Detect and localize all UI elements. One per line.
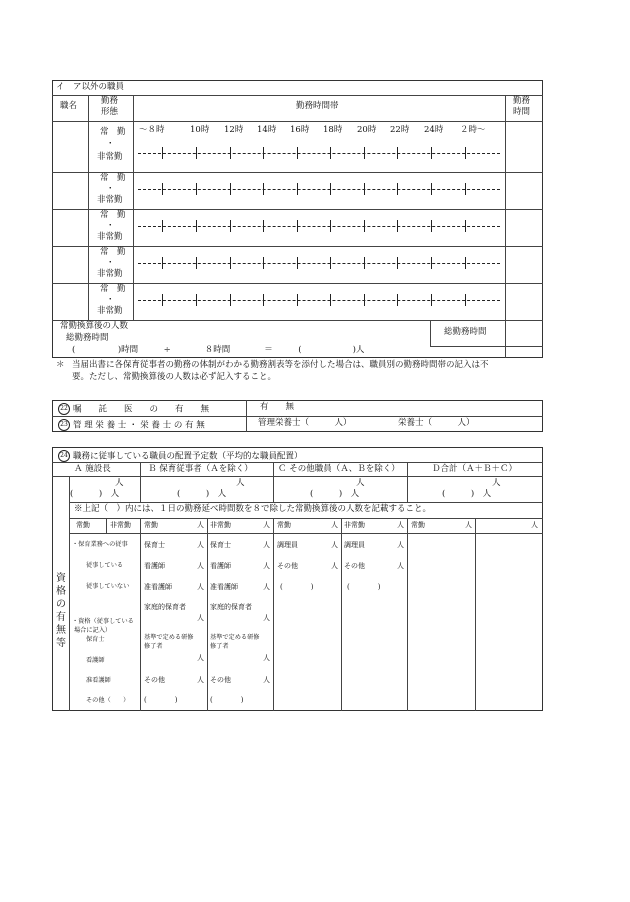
b2-nin: 人 xyxy=(263,676,270,684)
conversion-total-label: 総勤務時間 xyxy=(66,333,109,343)
doctor-value: 有 無 xyxy=(260,402,295,412)
allocation-note: ※上記（ ）内には、１日の勤務延べ時間数を８で除した常勤換算後の人数を記載すること。 xyxy=(74,504,432,514)
timeline-tick xyxy=(196,147,197,159)
form-fulltime: 常 勤 xyxy=(100,284,126,294)
conv-a: ( ) 人 xyxy=(70,489,120,499)
time-label: 20時 xyxy=(357,125,377,135)
c1-row: ( ) xyxy=(280,583,314,591)
form-parttime: 非常勤 xyxy=(97,152,123,162)
conversion-formula: ( )時間 ÷ ８時間 ＝ ( )人 xyxy=(72,345,365,355)
b1-nin: 人 xyxy=(197,583,204,591)
timeline-tick xyxy=(431,257,432,269)
b2-row: 准看護師 xyxy=(210,583,238,591)
section-title: イ ア以外の職員 xyxy=(56,82,125,92)
time-label: ２時～ xyxy=(460,125,486,135)
col-hours-header: 勤務時間帯 xyxy=(296,101,339,111)
note-line-1: 当届出書に各保育従事者の勤務の体制がわかる勤務割表等を添付した場合は、職員別の勤務時間帯の記入は不 xyxy=(72,360,489,370)
staff-allocation-table xyxy=(52,447,543,711)
conv-d: ( ) 人 xyxy=(442,489,492,499)
count-d: 人 xyxy=(492,478,501,488)
a-parttime: 非常勤 xyxy=(110,521,131,529)
b1-row: 修了者 xyxy=(144,643,163,650)
b1-row: ( ) xyxy=(144,696,178,704)
c2-nin: 人 xyxy=(397,562,404,570)
form-dot: ・ xyxy=(106,184,115,194)
d1-fulltime: 常勤 xyxy=(411,521,425,529)
col-worktime-header-2: 時間 xyxy=(513,107,531,117)
timeline-tick xyxy=(364,147,365,159)
c2-row: 調理員 xyxy=(344,541,365,549)
c1-nin: 人 xyxy=(331,562,338,570)
col-form-header: 勤務 xyxy=(101,96,119,106)
qualification-side-label: 資 格 の 有 無 等 xyxy=(56,573,66,649)
timeline-tick xyxy=(431,183,432,195)
col-worktime-header: 勤務 xyxy=(513,96,531,106)
a-row: 准看護師 xyxy=(86,677,111,684)
b1-nin: 人 xyxy=(197,562,204,570)
timeline-line xyxy=(138,300,500,301)
a-fulltime: 常勤 xyxy=(76,521,90,529)
timeline-tick xyxy=(330,183,331,195)
time-label: 24時 xyxy=(424,125,444,135)
b1-row: 基準で定める研修 xyxy=(144,634,194,641)
c2-nin: 人 xyxy=(397,541,404,549)
c2-row: その他 xyxy=(344,562,365,570)
b2-nin: 人 xyxy=(263,583,270,591)
b1-nin: 人 xyxy=(197,654,204,662)
col-d-header: Ｄ合計（Ａ＋Ｂ＋Ｃ） xyxy=(432,464,518,474)
timeline-tick xyxy=(162,294,163,306)
b2-nin: 人 xyxy=(263,541,270,549)
b1-nin: 人 xyxy=(197,521,204,529)
col-c-header: Ｃ その他職員（Ａ、Ｂを除く） xyxy=(278,464,400,474)
timeline-tick xyxy=(465,220,466,232)
doctor-label: 22 嘱 託 医 の 有 無 xyxy=(58,403,209,415)
b2-nin: 人 xyxy=(263,521,270,529)
c1-fulltime: 常勤 xyxy=(277,521,291,529)
nutritionist-label: 23 管 理 栄 養 士 ・ 栄 養 士 の 有 無 xyxy=(58,419,205,431)
timeline-tick xyxy=(230,183,231,195)
timeline-tick xyxy=(263,257,264,269)
form-fulltime: 常 勤 xyxy=(100,173,126,183)
b1-row: 家庭的保育者 xyxy=(144,603,186,611)
form-fulltime: 常 勤 xyxy=(100,127,126,137)
b1-row: 保育士 xyxy=(144,541,165,549)
time-label: 22時 xyxy=(390,125,410,135)
timeline-tick xyxy=(431,147,432,159)
timeline-tick xyxy=(162,147,163,159)
conv-b: ( ) 人 xyxy=(177,489,227,499)
timeline-tick xyxy=(263,294,264,306)
c1-row: その他 xyxy=(277,562,298,570)
form-dot: ・ xyxy=(106,139,115,149)
time-label: ～８時 xyxy=(139,125,165,135)
form-dot: ・ xyxy=(106,221,115,231)
conv-c: ( ) 人 xyxy=(310,489,360,499)
b1-nin: 人 xyxy=(197,676,204,684)
a-row: 看護師 xyxy=(86,657,105,664)
timeline-tick xyxy=(263,183,264,195)
timeline-tick xyxy=(297,294,298,306)
timeline-tick xyxy=(162,257,163,269)
timeline-tick xyxy=(162,183,163,195)
timeline-tick xyxy=(230,257,231,269)
timeline-line xyxy=(138,189,500,190)
c1-nin: 人 xyxy=(331,521,338,529)
timeline-tick xyxy=(196,220,197,232)
b2-row: 基準で定める研修 xyxy=(210,634,260,641)
time-label: 14時 xyxy=(257,125,277,135)
b1-row: 准看護師 xyxy=(144,583,172,591)
col-a-header: Ａ 施設長 xyxy=(74,464,111,474)
a-row: 保育士 xyxy=(86,636,105,643)
count-a: 人 xyxy=(115,478,124,488)
timeline-tick xyxy=(364,257,365,269)
d2-nin: 人 xyxy=(531,521,538,529)
timeline-tick xyxy=(330,220,331,232)
timeline-tick xyxy=(230,147,231,159)
time-label: 12時 xyxy=(224,125,244,135)
form-parttime: 非常勤 xyxy=(97,195,123,205)
b1-fulltime: 常勤 xyxy=(144,521,158,529)
nutritionist-value-1: 管理栄養士（ 人） xyxy=(258,418,352,428)
timeline-tick xyxy=(397,294,398,306)
a-row: ・保育業務への従事 xyxy=(72,541,128,548)
timeline-tick xyxy=(397,257,398,269)
nutritionist-value-2: 栄養士（ 人） xyxy=(398,418,475,428)
conversion-label: 常勤換算後の人数 xyxy=(60,321,129,331)
b1-nin: 人 xyxy=(197,614,204,622)
timeline-tick xyxy=(330,257,331,269)
b2-nin: 人 xyxy=(263,654,270,662)
b2-row: ( ) xyxy=(210,696,244,704)
c1-nin: 人 xyxy=(331,541,338,549)
timeline-tick xyxy=(465,294,466,306)
note-line-2: 要。ただし、常勤換算後の人数は必ず記入すること。 xyxy=(72,372,277,382)
b2-row: その他 xyxy=(210,676,231,684)
total-hours-label: 総勤務時間 xyxy=(444,327,487,337)
timeline-tick xyxy=(297,220,298,232)
form-parttime: 非常勤 xyxy=(97,306,123,316)
b2-row: 保育士 xyxy=(210,541,231,549)
time-label: 18時 xyxy=(323,125,343,135)
timeline-tick xyxy=(465,147,466,159)
timeline-tick xyxy=(465,257,466,269)
col-b-header: Ｂ 保育従事者（Ａを除く） xyxy=(148,464,253,474)
timeline-line xyxy=(138,226,500,227)
b2-parttime: 非常勤 xyxy=(210,521,231,529)
timeline-tick xyxy=(330,294,331,306)
timeline-tick xyxy=(397,220,398,232)
allocation-title: 24 職務に従事している職員の配置予定数（平均的な職員配置） xyxy=(58,450,303,462)
time-label: 10時 xyxy=(190,125,210,135)
a-row: ・資格（従事している xyxy=(72,618,134,625)
timeline-tick xyxy=(431,294,432,306)
timeline-tick xyxy=(364,220,365,232)
count-c: 人 xyxy=(356,478,365,488)
c2-row: ( ) xyxy=(347,583,381,591)
timeline-tick xyxy=(330,147,331,159)
time-label: 16時 xyxy=(290,125,310,135)
b2-row: 修了者 xyxy=(210,643,229,650)
b2-row: 看護師 xyxy=(210,562,231,570)
a-row: 従事していない xyxy=(86,583,130,590)
a-row: 場合に記入） xyxy=(74,627,112,634)
timeline-tick xyxy=(196,257,197,269)
form-fulltime: 常 勤 xyxy=(100,210,126,220)
timeline-tick xyxy=(297,183,298,195)
b1-row: 看護師 xyxy=(144,562,165,570)
timeline-tick xyxy=(364,183,365,195)
a-row: 従事している xyxy=(86,562,124,569)
timeline-tick xyxy=(297,147,298,159)
a-row: その他（ ） xyxy=(86,697,130,704)
note-mark: ＊ xyxy=(56,360,65,370)
form-dot: ・ xyxy=(106,258,115,268)
d1-nin: 人 xyxy=(465,521,472,529)
timeline-tick xyxy=(397,183,398,195)
b1-nin: 人 xyxy=(197,541,204,549)
b1-row: その他 xyxy=(144,676,165,684)
col-form-header-2: 形態 xyxy=(101,107,119,117)
c2-parttime: 非常勤 xyxy=(344,521,365,529)
b2-nin: 人 xyxy=(263,562,270,570)
c2-nin: 人 xyxy=(397,521,404,529)
c1-row: 調理員 xyxy=(277,541,298,549)
form-fulltime: 常 勤 xyxy=(100,247,126,257)
timeline-tick xyxy=(196,183,197,195)
form-dot: ・ xyxy=(106,295,115,305)
timeline-tick xyxy=(230,294,231,306)
timeline-tick xyxy=(263,147,264,159)
form-parttime: 非常勤 xyxy=(97,269,123,279)
b2-row: 家庭的保育者 xyxy=(210,603,252,611)
timeline-tick xyxy=(465,183,466,195)
timeline-tick xyxy=(263,220,264,232)
form-parttime: 非常勤 xyxy=(97,232,123,242)
timeline-tick xyxy=(297,257,298,269)
timeline-tick xyxy=(230,220,231,232)
timeline-tick xyxy=(196,294,197,306)
timeline-line xyxy=(138,263,500,264)
timeline-tick xyxy=(162,220,163,232)
timeline-tick xyxy=(431,220,432,232)
b2-nin: 人 xyxy=(263,614,270,622)
timeline-tick xyxy=(364,294,365,306)
timeline-tick xyxy=(397,147,398,159)
count-b: 人 xyxy=(236,478,245,488)
col-job-header: 職名 xyxy=(60,101,78,111)
timeline-line xyxy=(138,153,500,154)
